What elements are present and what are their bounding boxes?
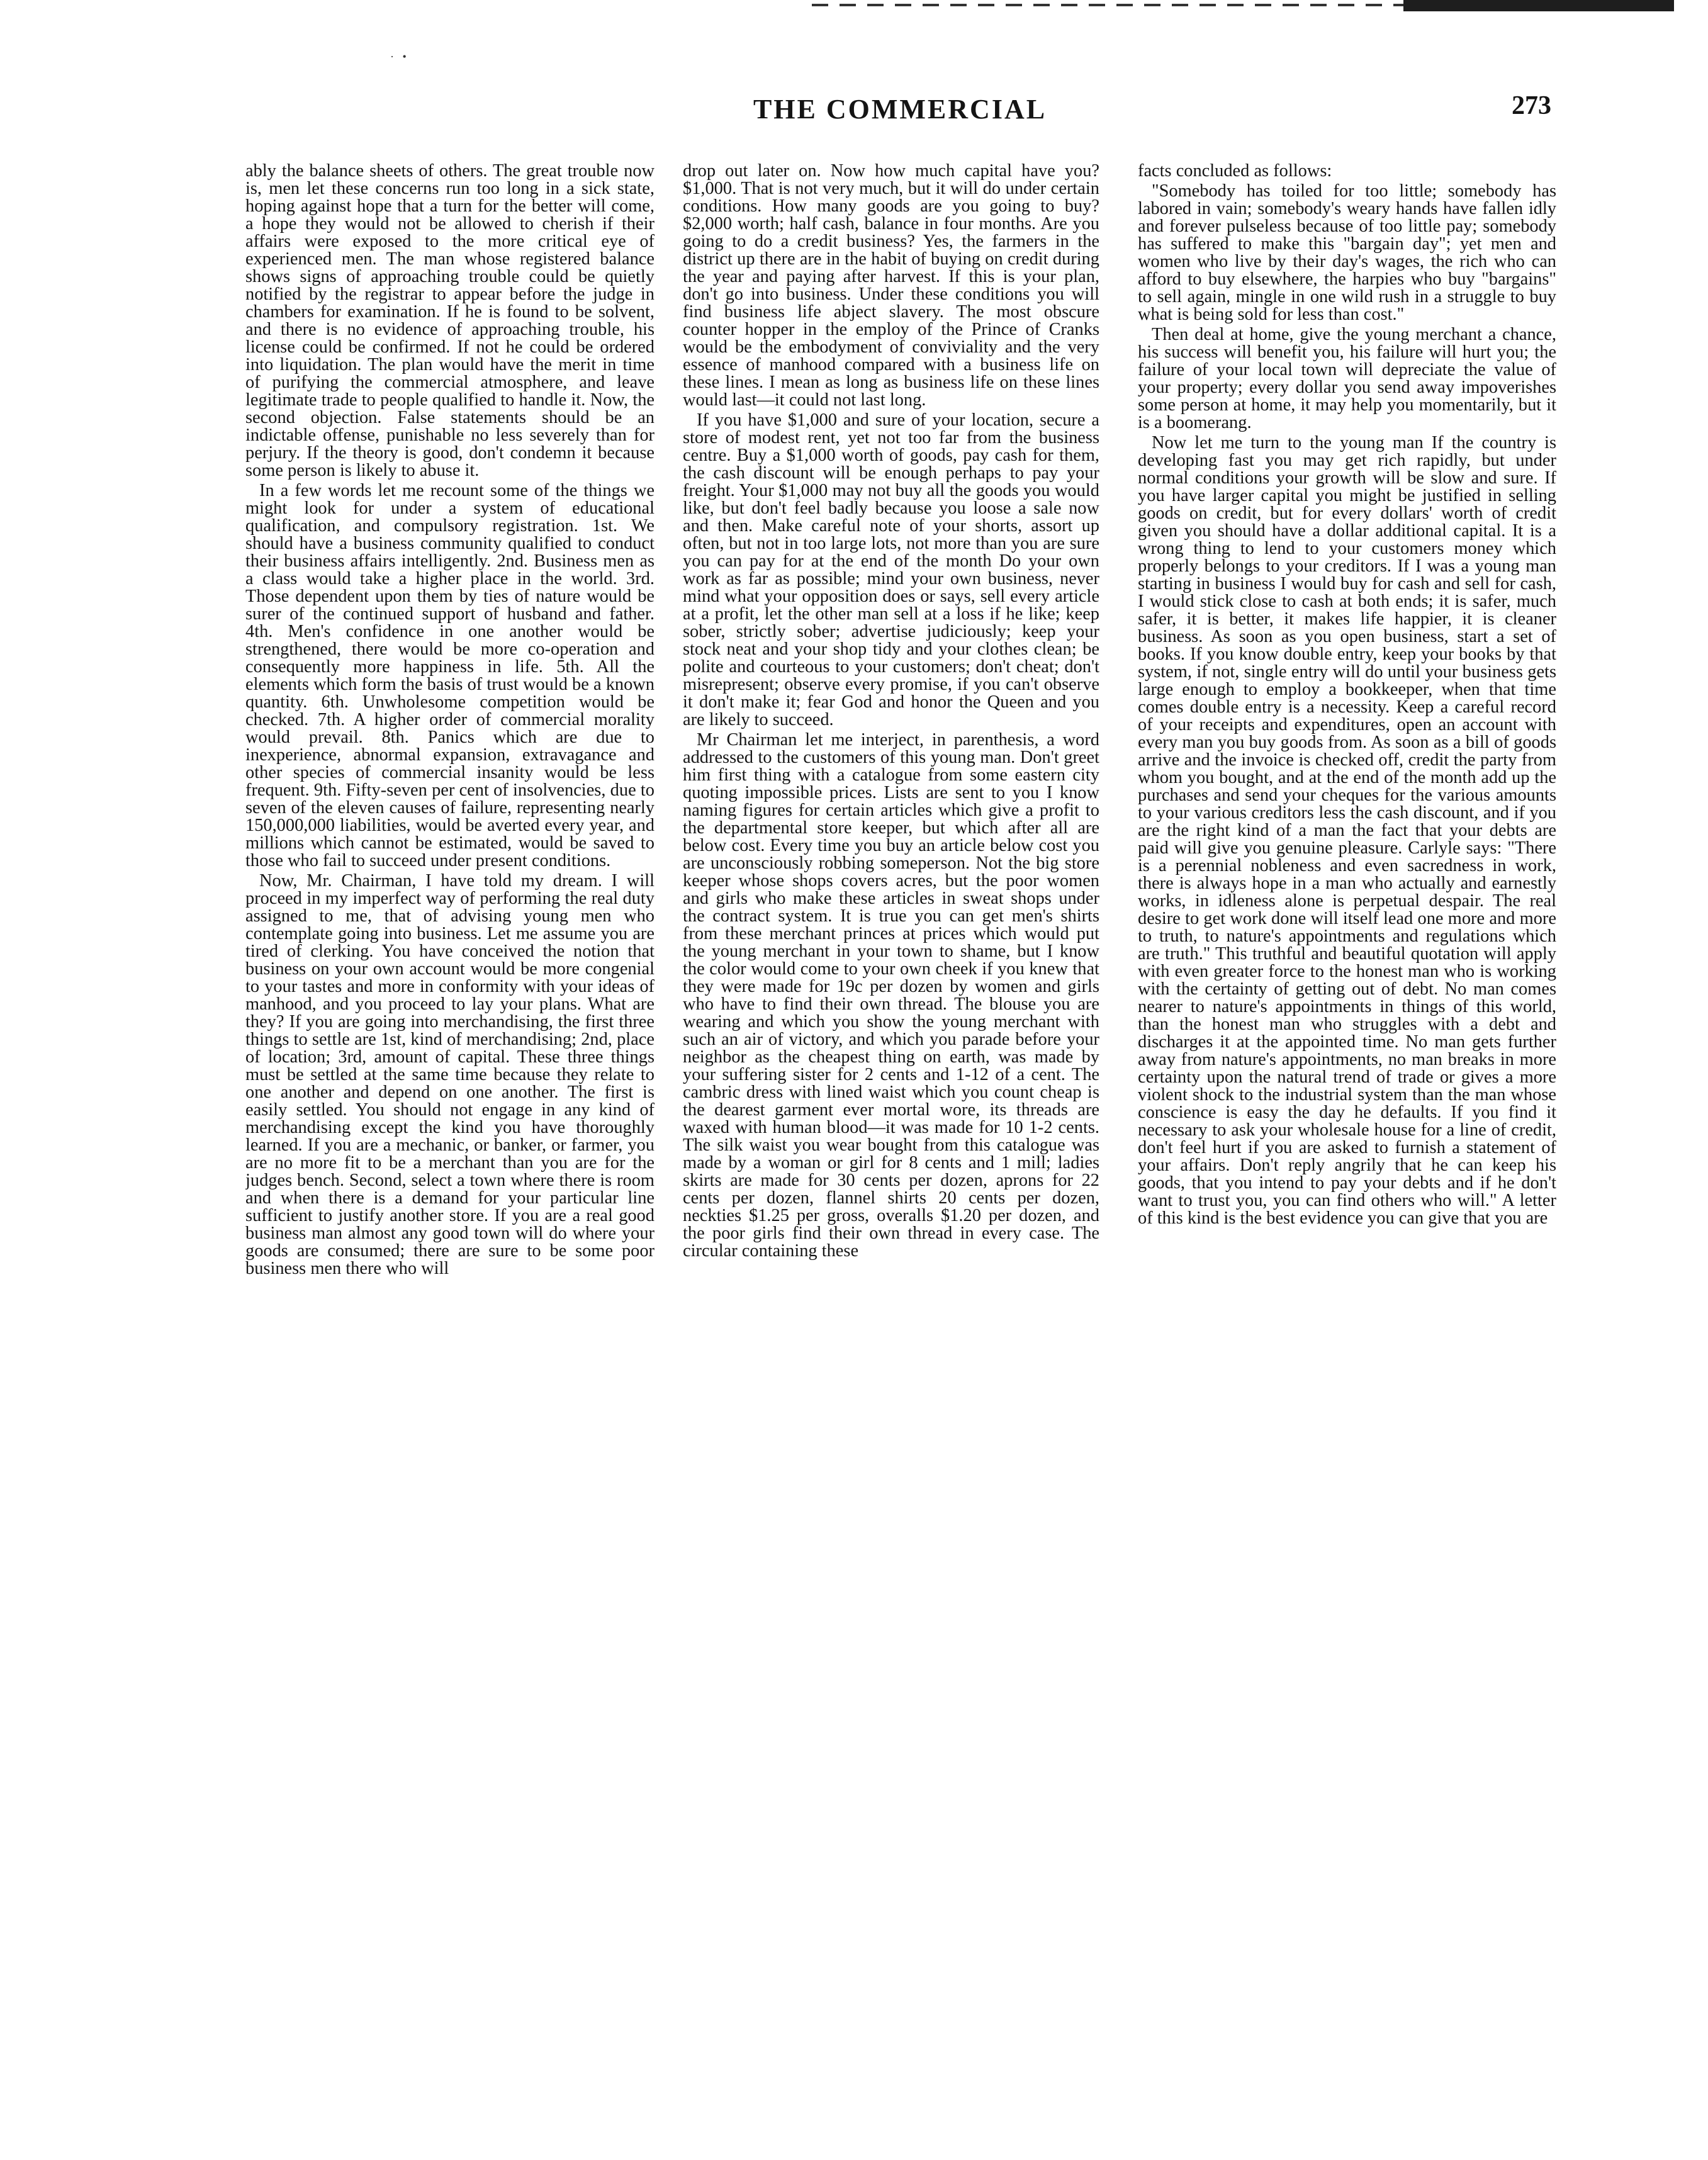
scan-dash-line xyxy=(812,4,1403,6)
column-1 xyxy=(245,162,655,2120)
column-2 xyxy=(683,162,1099,2120)
paragraph: "Somebody has toiled for too little; somebody has labored in vain; somebody's weary hands have fallen idly and forever pulseless because of too little pay; somebody has suffered to make this "bargain day"; yet men and women who live by their day's wages, the rich who can afford to buy elsewhere, the harpies who buy "bargains" to sell again, mingle in one wild rush in a struggle to buy what is being sold for less than cost." xyxy=(1138,181,1556,324)
paragraph: facts concluded as follows: xyxy=(1138,162,1332,181)
column-3 xyxy=(1138,162,1556,2120)
paragraph: ably the balance sheets of others. The great trouble now is, men let these concerns run too long in a sick state, hoping against hope that a turn for the better will come, a hope they would not be allowed to cherish if their affairs were exposed to the more critical eye of experienced men. The man whose registered balance shows signs of approaching trouble could be quietly notified by the registrar to appear before the judge in chambers for examination. If he is found to be solvent, and there is no evidence of approaching trouble, his license could be confirmed. If not he could be ordered into liquidation. The plan would have the merit in time of purifying the commercial atmosphere, and leave legitimate trade to people qualified to handle it. Now, the second objection. False statements should be an indictable offense, punishable no less severely than for perjury. If the theory is good, don't condemn it because some person is likely to abuse it. xyxy=(245,162,655,480)
paragraph: Now let me turn to the young man If the country is developing fast you may get rich rapidly, but under normal conditions your growth will be slow and sure. If you have larger capital you might be justified in selling goods on credit, but for every dollars' worth of credit given you should have a dollar additional capital. It is a wrong thing to lend to your customers money which properly belongs to your creditors. If I was a young man starting in business I would buy for cash and sell for cash, I would stick close to cash at both ends; it is safer, much safer, it is better, it makes life happier, it is cleaner business. As soon as you open business, start a set of books. If you know double entry, keep your books by that system, if not, single entry will do until your business gets large enough to employ a bookkeeper, when that time comes double entry is a necessity. Keep a careful record of your receipts and expenditures, open an account with every man you buy goods from. As soon as a bill of goods arrive and the invoice is checked off, credit the party from whom you bought, and at the end of the month add up the purchases and send your cheques for the various amounts to your various creditors less the cash discount, and if you are the right kind of a man the fact that your debts are paid will give you genuine pleasure. Carlyle says: "There is a perennial nobleness and even sacredness in work, there is always hope in a man who actually and earnestly works, in idleness alone is perpetual despair. The real desire to get work done will itself lead one more and more to truth, to nature's appointments and regulations which are truth." This truthful and beautiful quotation will apply with even greater force to the honest man who is working with the certainty of getting out of debt. No man comes nearer to nature's appointments in things of this world, than the honest man who struggles with a debt and discharges it at the appointed time. No man gets further away from nature's appointments, no man breaks in more certainty upon the natural trend of trade or gives a more violent shock to the industrial system than the man whose conscience is easy the day he defaults. If you find it necessary to ask your wholesale house for a line of credit, don't feel hurt if you are asked to furnish a statement of your affairs. Don't reply angrily that he can keep his goods, that you intend to pay your debts and if he don't want to trust you, you can find others who will." A letter of this kind is the best evidence you can give that you are xyxy=(1138,433,1556,1228)
paragraph: Then deal at home, give the young merchant a chance, his success will benefit you, his failure will hurt you; the failure of your local town will depreciate the value of your property; every dollar you send away impoverishes some person at home, it may help you momentarily, but it is a boomerang. xyxy=(1138,325,1556,432)
scan-dark-strip xyxy=(1403,0,1674,11)
scan-edge-bar xyxy=(812,0,1674,11)
masthead: THE COMMERCIAL xyxy=(753,94,1047,125)
scan-speck-marks: · • xyxy=(390,50,407,63)
paragraph: If you have $1,000 and sure of your location, secure a store of modest rent, yet not too far from the business centre. Buy a $1,000 worth of goods, pay cash for them, the cash discount will be enough perhaps to pay your freight. Your $1,000 may not buy all the goods you would like, but don't feel badly because you loose a sale now and then. Make careful note of your shorts, assort up often, but not in too large lots, not more than you are sure you can pay for at the end of the month Do your own work as far as possible; mind your own business, never mind what your opposition does or says, sell every article at a profit, let the other man sell at a loss if he like; keep sober, strictly sober; advertise judiciously; keep your stock neat and your shop tidy and your clothes clean; be polite and courteous to your customers; don't cheat; don't misrepresent; observe every promise, if you can't observe it don't make it; fear God and honor the Queen and you are likely to succeed. xyxy=(683,410,1099,729)
page-header xyxy=(249,93,1551,137)
paragraph: drop out later on. Now how much capital have you? $1,000. That is not very much, but it will do under certain conditions. How many goods are you going to buy? $2,000 worth; half cash, balance in four months. Are you going to do a credit business? Yes, the farmers in the district up there are in the habit of buying on credit during the year and paying after harvest. If this is your plan, don't go into business. Under these conditions you will find business life abject slavery. The most obscure counter hopper in the employ of the Prince of Cranks would be the embodyment of conviviality and the very essence of manhood compared with a business life on these lines. I mean as long as business life on these lines would last—it could not last long. xyxy=(683,162,1099,410)
paragraph: In a few words let me recount some of the things we might look for under a system of educational qualification, and compulsory registration. 1st. We should have a business community qualified to conduct their business affairs intelligently. 2nd. Business men as a class would take a higher place in the world. 3rd. Those dependent upon them by ties of nature would be surer of the continued support of husband and father. 4th. Men's confidence in one another would be strengthened, there would be more co-operation and consequently more happiness in life. 5th. All the elements which form the basis of trust would be a known quantity. 6th. Unwholesome competition would be checked. 7th. A higher order of commercial morality would prevail. 8th. Panics which are due to inexperience, abnormal expansion, extravagance and other species of commercial insanity would be less frequent. 9th. Fifty-seven per cent of insolvencies, due to seven of the eleven causes of failure, representing nearly 150,000,000 liabilities, would be averted every year, and millions which cannot be estimated, would be saved to those who fail to succeed under present conditions. xyxy=(245,481,655,870)
page-number: 273 xyxy=(1512,91,1551,120)
paragraph: Now, Mr. Chairman, I have told my dream. I will proceed in my imperfect way of performing the real duty assigned to me, that of advising young men who contemplate going into business. Let me assume you are tired of clerking. You have conceived the notion that business on your own account would be more congenial to your tastes and more in conformity with your ideas of manhood, and you proceed to lay your plans. What are they? If you are going into merchandising, the first three things to settle are 1st, kind of merchandising; 2nd, place of location; 3rd, amount of capital. These three things must be settled at the same time because they relate to one another and depend on one another. The first is easily settled. You should not engage in any kind of merchandising except the kind you have thoroughly learned. If you are a mechanic, or banker, or farmer, you are no more fit to be a merchant than you are for the judges bench. Second, select a town where there is room and when there is a demand for your particular line sufficient to justify another store. If you are a real good business man almost any good town will do where your goods are consumed; there are sure to be some poor business men there who will xyxy=(245,871,655,1278)
paragraph: Mr Chairman let me interject, in parenthesis, a word addressed to the customers of this young man. Don't greet him first thing with a catalogue from some eastern city quoting impossible prices. Lists are sent to you I know naming figures for certain articles which give a profit to the departmental store keeper, but which after all are below cost. Every time you buy an article below cost you are unconsciously robbing someperson. Not the big store keeper whose shops covers acres, but the poor women and girls who make these articles in sweat shops under the contract system. It is true you can get men's shirts from these merchant princes at prices which would put the young merchant in your town to shame, but I know the color would come to your own cheek if you knew that they were made for 19c per dozen by women and girls who have to find their own thread. The blouse you are wearing and which you show the young merchant with such an air of victory, and which you parade before your neighbor as the cheapest thing on earth, was made by your suffering sister for 2 cents and 1-12 of a cent. The cambric dress with lined waist which you count cheap is the dearest garment ever mortal wore, its threads are waxed with human blood—it was made for 10 1-2 cents. The silk waist you wear bought from this catalogue was made by a woman or girl for 8 cents and 1 mill; ladies skirts are made for 30 cents per dozen, aprons for 22 cents per dozen, flannel shirts 20 cents per dozen, neckties $1.25 per gross, overalls $1.20 per dozen, and the poor girls find their own thread in every case. The circular containing these xyxy=(683,730,1099,1261)
